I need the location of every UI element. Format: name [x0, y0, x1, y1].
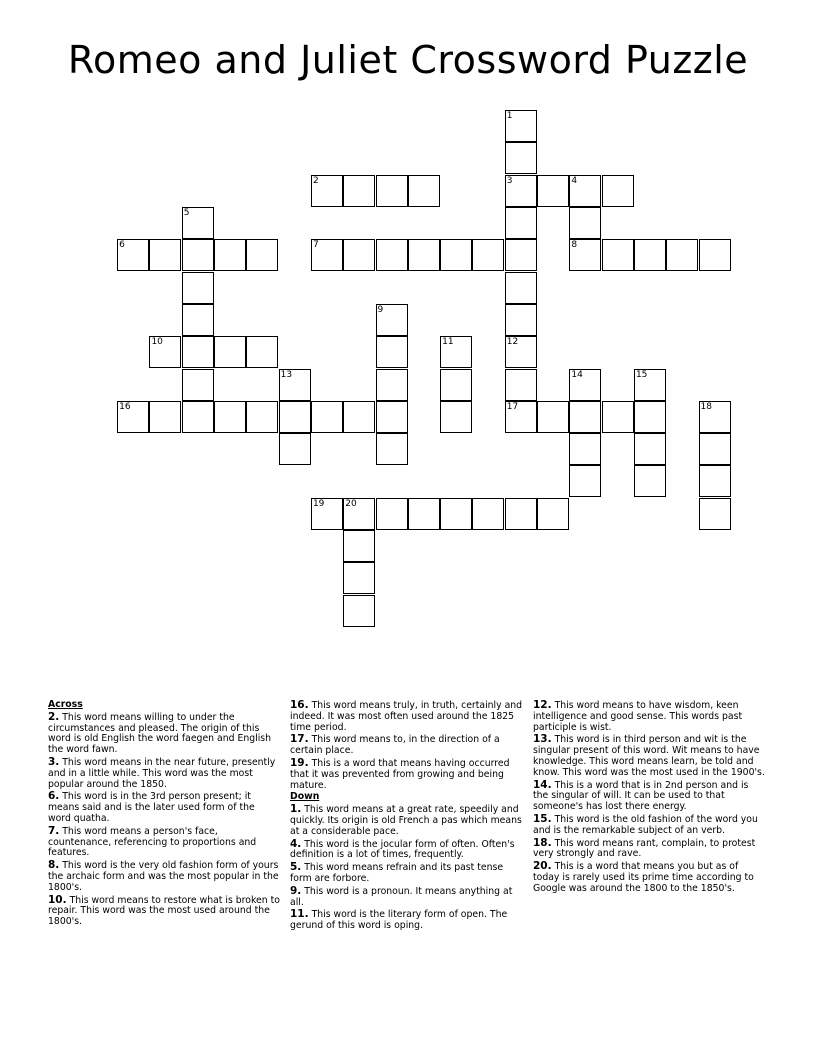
clue-item [533, 780, 765, 813]
crossword-cell[interactable] [214, 336, 246, 368]
crossword-cell[interactable] [440, 498, 472, 530]
crossword-cell[interactable] [505, 401, 537, 433]
crossword-cell[interactable] [472, 239, 504, 271]
crossword-cell[interactable] [505, 272, 537, 304]
crossword-cell[interactable] [182, 272, 214, 304]
clue-number: 13 [280, 369, 293, 380]
crossword-cell[interactable] [408, 239, 440, 271]
crossword-cell[interactable] [699, 498, 731, 530]
clue-number: 3 [506, 175, 513, 186]
crossword-cell[interactable] [376, 304, 408, 336]
crossword-cell[interactable] [699, 465, 731, 497]
clue-item [533, 814, 765, 837]
crossword-cell[interactable] [343, 498, 375, 530]
crossword-cell[interactable] [472, 498, 504, 530]
crossword-cell[interactable] [343, 175, 375, 207]
crossword-cell[interactable] [634, 239, 666, 271]
crossword-cell[interactable] [376, 433, 408, 465]
crossword-cell[interactable] [569, 239, 601, 271]
clue-number-label: 20. [533, 860, 552, 873]
clue-item [290, 734, 526, 757]
crossword-cell[interactable] [537, 175, 569, 207]
crossword-cell[interactable] [214, 239, 246, 271]
clue-number-label: 19. [290, 756, 309, 769]
clue-text: This is a word that means having occurred that it was prevented from growing and being mature. [290, 757, 510, 791]
clue-number: 12 [506, 337, 519, 348]
down-heading: Down [290, 791, 320, 803]
crossword-cell[interactable] [408, 498, 440, 530]
crossword-cell[interactable] [440, 239, 472, 271]
clue-number: 14 [571, 369, 583, 380]
clues-column-3 [533, 700, 765, 896]
clue-number-label: 17. [290, 733, 309, 746]
clue-text: This word means rant, complain, to protest very strongly and rave. [533, 837, 756, 860]
clue-text: This is a word that means you but as of today is rarely used its prime time according to Google was around the 1800 to the 1850's. [533, 861, 754, 894]
clue-text: This word is the very old fashion form of yours the archaic form and was the most popular in the 1800's. [48, 860, 279, 893]
crossword-cell[interactable] [440, 401, 472, 433]
clue-number-label: 16. [290, 699, 309, 711]
clue-number-label: 12. [533, 699, 552, 711]
crossword-cell[interactable] [182, 369, 214, 401]
crossword-cell[interactable] [505, 175, 537, 207]
crossword-cell[interactable] [149, 336, 181, 368]
clue-item [48, 860, 280, 893]
crossword-cell[interactable] [440, 336, 472, 368]
crossword-cell[interactable] [602, 239, 634, 271]
crossword-cell[interactable] [376, 336, 408, 368]
clue-number: 6 [119, 240, 125, 251]
clue-item [290, 886, 526, 909]
crossword-cell[interactable] [279, 369, 311, 401]
clue-text: This word means in the near future, presently and in a little while. This word was the most popular around the 1850. [48, 756, 276, 790]
crossword-cell[interactable] [699, 239, 731, 271]
crossword-cell[interactable] [311, 175, 343, 207]
crossword-cell[interactable] [182, 401, 214, 433]
crossword-cell[interactable] [311, 498, 343, 530]
crossword-cell[interactable] [699, 433, 731, 465]
clue-number: 18 [700, 401, 712, 412]
crossword-cell[interactable] [505, 369, 537, 401]
crossword-cell[interactable] [311, 239, 343, 271]
clue-number-label: 18. [533, 836, 552, 849]
clue-number-label: 14. [533, 778, 552, 791]
clue-number-label: 8. [48, 859, 60, 872]
crossword-cell[interactable] [343, 530, 375, 562]
clues-column-1 [48, 700, 280, 929]
crossword-cell[interactable] [569, 175, 601, 207]
clue-item [533, 838, 765, 861]
clue-text: This word is the jocular form of often. Often's definition is a lot of times, frequently. [290, 838, 515, 861]
crossword-cell[interactable] [634, 465, 666, 497]
clue-number: 19 [312, 498, 325, 509]
clue-number-label: 13. [533, 733, 552, 746]
down-clue-list [290, 804, 526, 932]
crossword-cell[interactable] [569, 433, 601, 465]
clue-number: 7 [312, 240, 319, 251]
crossword-cell[interactable] [569, 401, 601, 433]
crossword-cell[interactable] [569, 369, 601, 401]
crossword-cell[interactable] [505, 336, 537, 368]
clue-number-label: 15. [533, 812, 552, 825]
clue-item [290, 862, 526, 885]
clue-number-label: 7. [48, 824, 60, 837]
clue-number: 1 [506, 111, 513, 122]
clue-number: 2 [312, 175, 319, 186]
crossword-cell[interactable] [569, 465, 601, 497]
across-clue-list [48, 712, 280, 928]
crossword-cell[interactable] [634, 401, 666, 433]
crossword-cell[interactable] [505, 304, 537, 336]
clue-number: 20 [345, 498, 357, 509]
clue-number-label: 2. [48, 710, 60, 723]
crossword-cell[interactable] [246, 401, 278, 433]
crossword-cell[interactable] [343, 595, 375, 627]
down-clue-list-continued [533, 700, 765, 895]
crossword-cell[interactable] [440, 369, 472, 401]
crossword-cell[interactable] [182, 304, 214, 336]
crossword-cell[interactable] [602, 175, 634, 207]
crossword-cell[interactable] [634, 433, 666, 465]
crossword-cell[interactable] [117, 239, 149, 271]
clue-text: This word is the old fashion of the word you and is the remarkable subject of an verb. [533, 813, 758, 836]
clue-text: This is a word that is in 2nd person and is the singular of will. It can be used to that someone's has lost there energy. [533, 779, 749, 813]
crossword-cell[interactable] [408, 175, 440, 207]
crossword-cell[interactable] [376, 175, 408, 207]
clue-number-label: 5. [290, 861, 302, 874]
clue-number-label: 6. [48, 790, 60, 803]
clue-item [533, 734, 765, 778]
clue-number: 9 [377, 304, 384, 315]
crossword-cell[interactable] [343, 401, 375, 433]
crossword-cell[interactable] [505, 498, 537, 530]
crossword-cell[interactable] [376, 239, 408, 271]
crossword-cell[interactable] [505, 142, 537, 174]
clue-number: 4 [571, 175, 578, 186]
across-clue-list-continued [290, 700, 526, 791]
clue-text: This word is in third person and wit is the singular present of this word. Wit means to have knowledge. This word means learn, be told and know. This word was the most used in the 1900's. [533, 734, 765, 778]
clue-item [48, 895, 280, 928]
crossword-cell[interactable] [376, 498, 408, 530]
crossword-cell[interactable] [505, 239, 537, 271]
clue-number-label: 10. [48, 893, 67, 906]
clue-number: 5 [183, 208, 190, 219]
clue-number: 10 [151, 337, 163, 348]
crossword-cell[interactable] [311, 401, 343, 433]
crossword-cell[interactable] [149, 401, 181, 433]
crossword-cell[interactable] [376, 401, 408, 433]
clue-number: 8 [571, 240, 578, 251]
crossword-cell[interactable] [569, 207, 601, 239]
clue-item [533, 700, 765, 733]
crossword-cell[interactable] [537, 401, 569, 433]
clue-text: This word means to, in the direction of a certain place. [290, 734, 500, 757]
clue-text: This word means refrain and its past tense form are forbore. [290, 862, 504, 884]
crossword-cell[interactable] [699, 401, 731, 433]
clue-text: This word means at a great rate, speedily and quickly. Its origin is old French a pas which means at a considerable pace. [290, 804, 522, 837]
clue-text: This word means to have wisdom, keen intelligence and good sense. This words past participle is wist. [533, 700, 743, 733]
clue-item [48, 712, 280, 756]
clue-item [290, 700, 526, 733]
clue-number-label: 11. [290, 908, 309, 921]
page-title: Romeo and Juliet Crossword Puzzle [67, 38, 749, 82]
crossword-cell[interactable] [537, 498, 569, 530]
clue-text: This word means to restore what is broken to repair. This word was the most used around the 1800's. [48, 894, 280, 928]
clue-number: 15 [635, 369, 648, 380]
clue-item [48, 826, 280, 859]
crossword-cell[interactable] [505, 207, 537, 239]
clue-number-label: 1. [290, 803, 302, 816]
crossword-cell[interactable] [182, 239, 214, 271]
clue-number-label: 9. [290, 884, 302, 897]
crossword-cell[interactable] [117, 401, 149, 433]
clue-text: This word means a person's face, countenance, referencing to proportions and features. [48, 825, 257, 859]
clue-item [290, 839, 526, 862]
clue-number: 11 [442, 337, 454, 348]
clue-item [290, 909, 526, 932]
crossword-cell[interactable] [214, 401, 246, 433]
clue-text: This word means truly, in truth, certainly and indeed. It was most often used around the 1825 time period. [290, 700, 523, 733]
crossword-cell[interactable] [343, 239, 375, 271]
clue-number: 16 [119, 401, 131, 412]
clue-number-label: 3. [48, 755, 60, 768]
clue-item [533, 861, 765, 894]
crossword-cell[interactable] [343, 562, 375, 594]
clue-text: This word is the literary form of open. The gerund of this word is oping. [290, 909, 508, 932]
crossword-cell[interactable] [666, 239, 698, 271]
crossword-cell[interactable] [149, 239, 181, 271]
clue-number: 17 [506, 401, 519, 412]
clue-item [48, 791, 280, 824]
crossword-cell[interactable] [505, 110, 537, 142]
crossword-cell[interactable] [602, 401, 634, 433]
crossword-cell[interactable] [246, 239, 278, 271]
clue-item [290, 758, 526, 791]
clue-item [48, 757, 280, 790]
crossword-cell[interactable] [279, 401, 311, 433]
crossword-cell[interactable] [182, 336, 214, 368]
clue-text: This word is a pronoun. It means anything at all. [290, 885, 513, 908]
clue-number-label: 4. [290, 837, 302, 850]
crossword-cell[interactable] [182, 207, 214, 239]
crossword-cell[interactable] [246, 336, 278, 368]
clues-column-2 [290, 700, 526, 933]
crossword-cell[interactable] [376, 369, 408, 401]
clue-text: This word means willing to under the circumstances and pleased. The origin of this word is old English the word faegen and English the word fawn. [48, 711, 272, 756]
clue-text: This word is in the 3rd person present; it means said and is the later used form of the word quatha. [48, 791, 255, 824]
crossword-cell[interactable] [634, 369, 666, 401]
across-heading: Across [48, 699, 83, 710]
clue-item [290, 804, 526, 837]
crossword-cell[interactable] [279, 433, 311, 465]
